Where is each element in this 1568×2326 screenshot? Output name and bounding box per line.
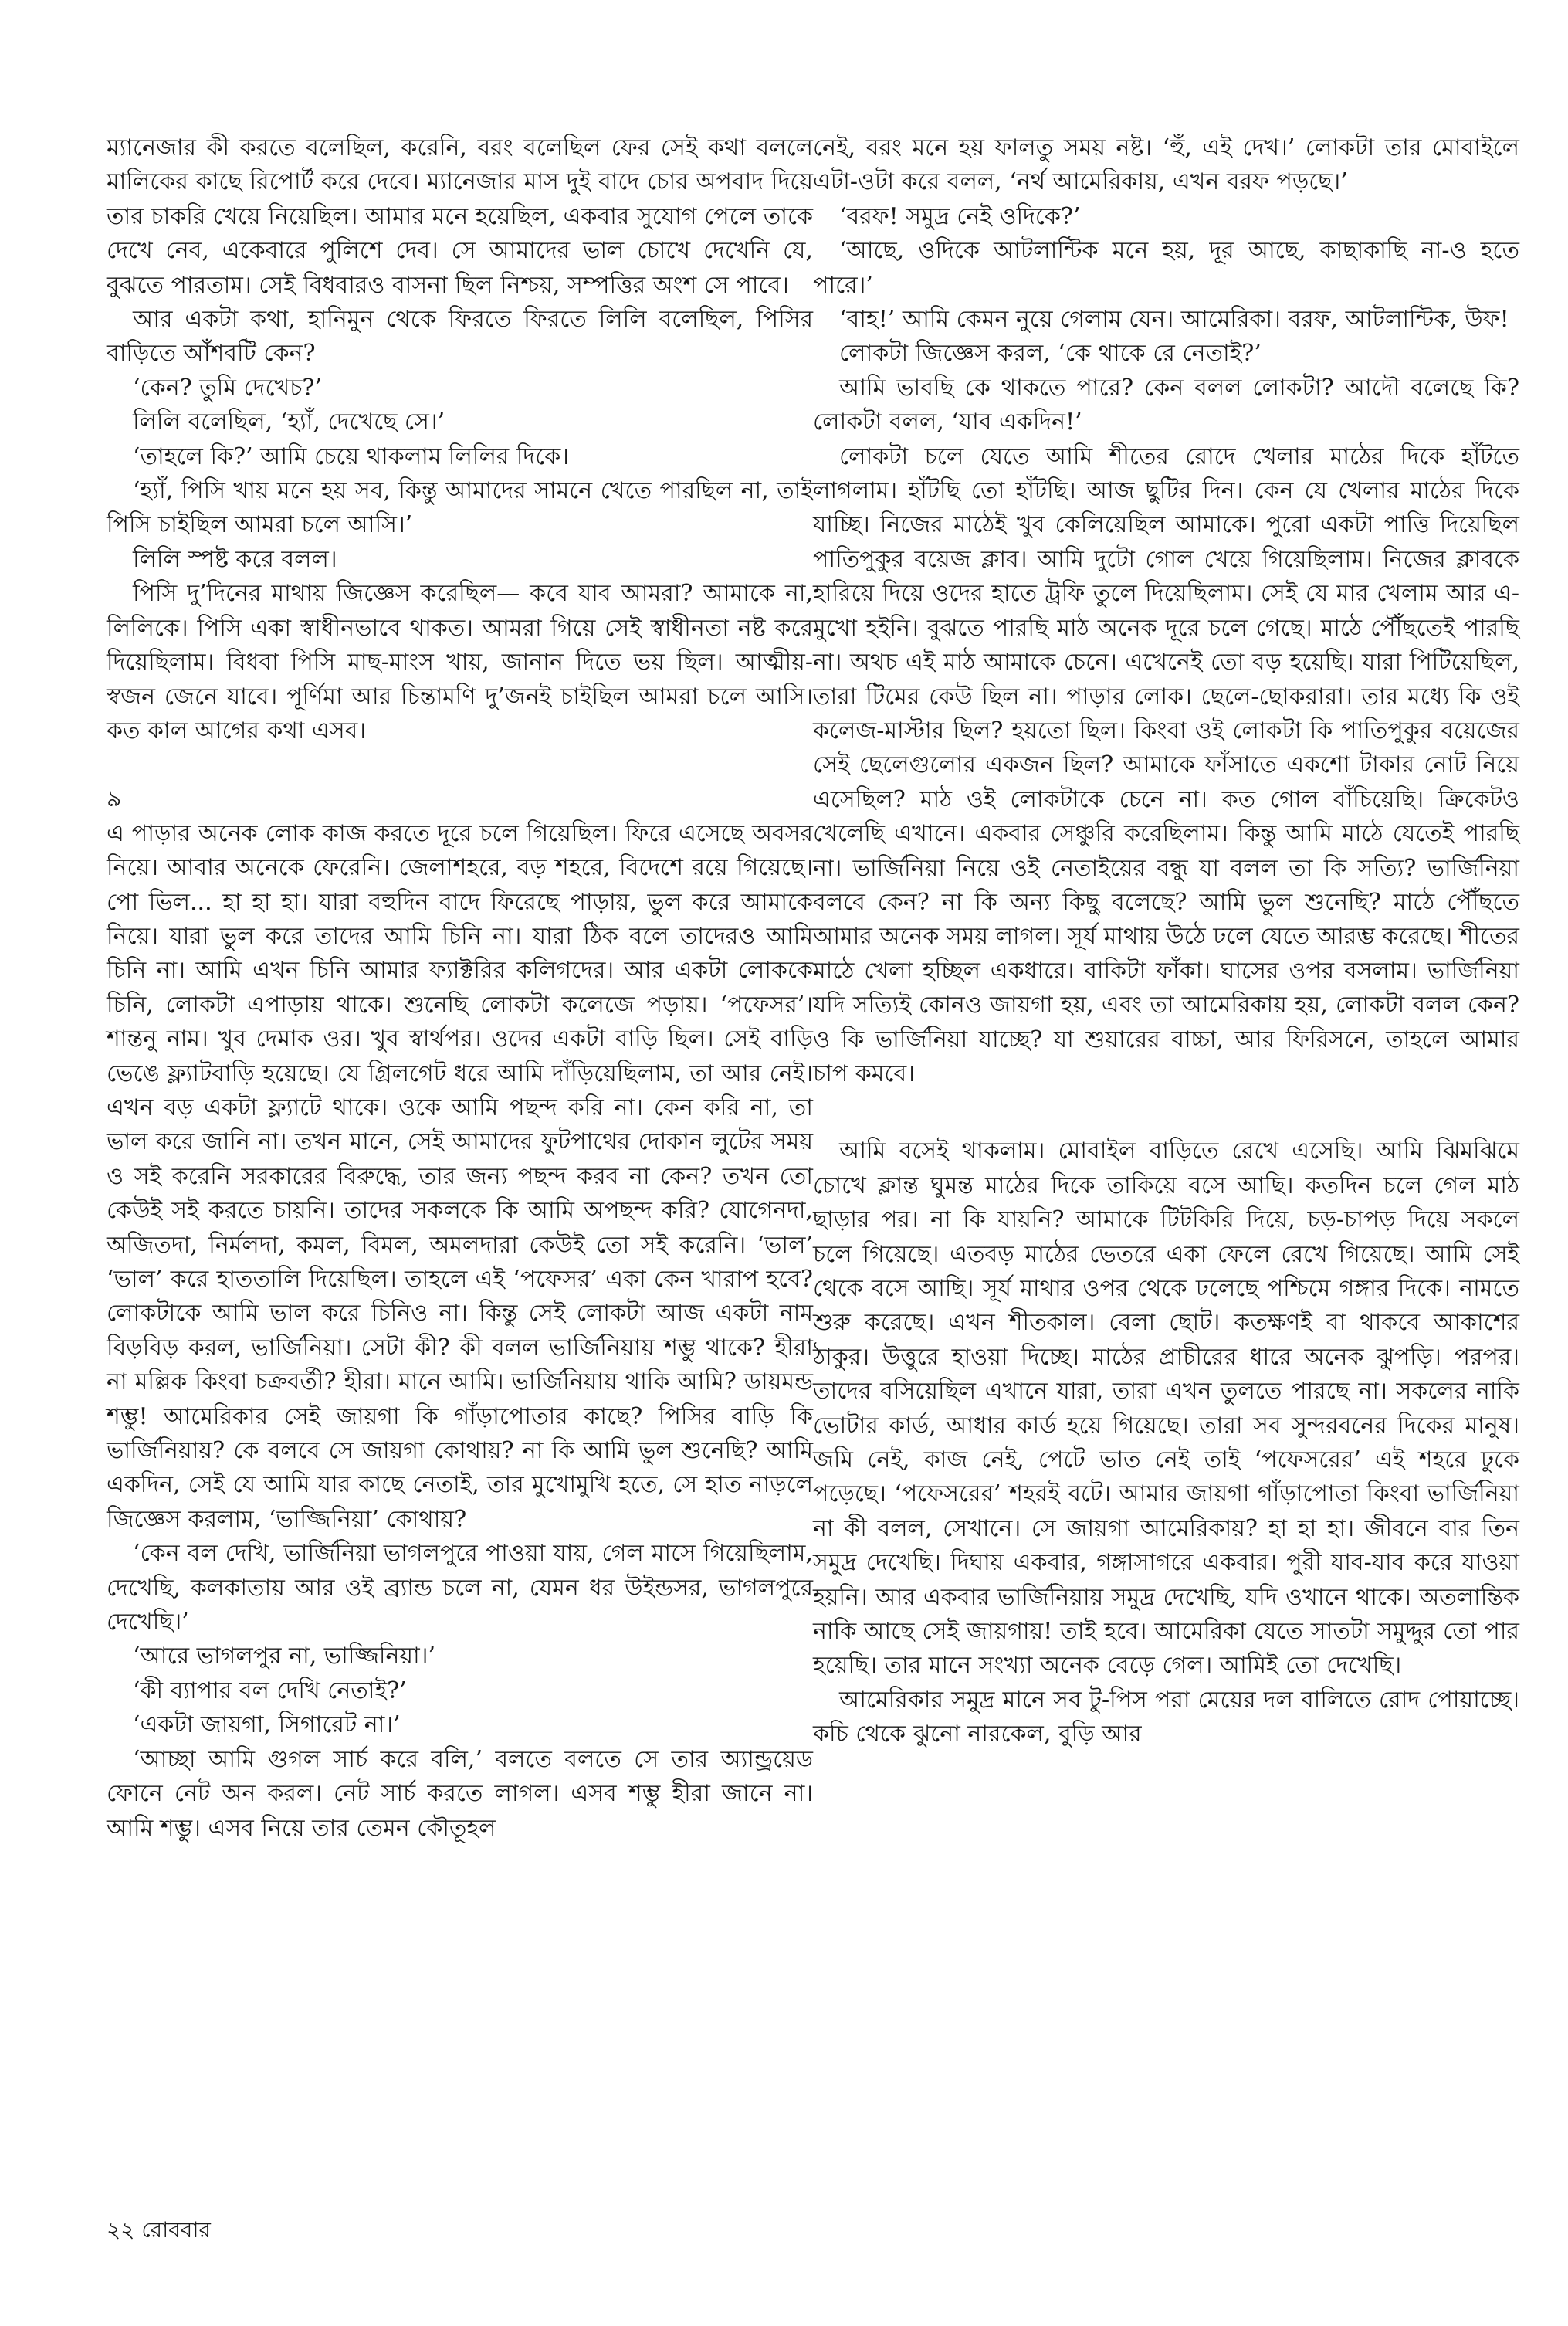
paragraph: আর একটা কথা, হানিমুন থেকে ফিরতে ফিরতে লিলি বলেছিল, পিসির বাড়িতে আঁশবটি কেন? xyxy=(107,306,813,368)
left-text-column xyxy=(107,131,813,1846)
paragraph: নেই, বরং মনে হয় ফালতু সময় নষ্ট। ‘হুঁ, এই দেখ।’ লোকটা তার মোবাইলে এটা-ওটা করে বলল, ‘নর্থ আমেরিকায়, এখন বরফ পড়ছে।’ xyxy=(813,134,1519,196)
paragraph: লিলি বলেছিল, ‘হ্যাঁ, দেখেছে সে।’ xyxy=(133,409,445,436)
paragraph: ‘কেন? তুমি দেখেচ?’ xyxy=(133,374,323,402)
paragraph: ‘হ্যাঁ, পিসি খায় মনে হয় সব, কিন্তু আমাদের সামনে খেতে পারছিল না, তাই পিসি চাইছিল আমরা চলে আসি।’ xyxy=(107,477,813,539)
paragraph: এ পাড়ার অনেক লোক কাজ করতে দূরে চলে গিয়েছিল। ফিরে এসেছে অবসর নিয়ে। আবার অনেকে ফেরেনি। জেলাশহরে, বড় শহরে, বিদেশে রয়ে গিয়েছে। পো ভিল... হা হা হা। যারা বহুদিন বাদে ফিরেছে পাড়ায়, ভুল করে আমাকে নিয়ে। যারা ভুল করে তাদের আমি চিনি না। যারা ঠিক বলে তাদেরও আমি চিনি না। আমি এখন চিনি আমার ফ্যাক্টরির কলিগদের। আর একটা লোককে চিনি, লোকটা এপাড়ায় থাকে। শুনেছি লোকটা কলেজে পড়ায়। ‘পফেসর’। শান্তনু নাম। খুব দেমাক ওর। খুব স্বার্থপর। ওদের একটা বাড়ি ছিল। সেই বাড়ি ভেঙে ফ্ল্যাটবাড়ি হয়েছে। যে গ্রিলগেট ধরে আমি দাঁড়িয়েছিলাম, তা আর নেই। এখন বড় একটা ফ্ল্যাটে থাকে। ওকে আমি পছন্দ করি না। কেন করি না, তা ভাল করে জানি না। তখন মানে, সেই আমাদের ফুটপাথের দোকান লুটের সময় ও সই করেনি সরকারের বিরুদ্ধে, তার জন্য পছন্দ করব না কেন? তখন তো কেউই সই করতে চায়নি। তাদের সকলকে কি আমি অপছন্দ করি? যোগেনদা, অজিতদা, নির্মলদা, কমল, বিমল, অমলদারা কেউই তো সই করেনি। ‘ভাল’ ‘ভাল’ করে হাততালি দিয়েছিল। তাহলে এই ‘পফেসর’ একা কেন খারাপ হবে? লোকটাকে আমি ভাল করে চিনিও না। কিন্তু সেই লোকটা আজ একটা নাম বিড়বিড় করল, ভার্জিনিয়া। সেটা কী? কী বলল ভার্জিনিয়ায় শম্ভু থাকে? হীরা না মল্লিক কিংবা চক্রবর্তী? হীরা। মানে আমি। ভার্জিনিয়ায় থাকি আমি? ডায়মন্ড শম্ভু! আমেরিকার সেই জায়গা কি গাঁড়াপোতার কাছে? পিসির বাড়ি কি ভার্জিনিয়ায়? কে বলবে সে জায়গা কোথায়? না কি আমি ভুল শুনেছি? আমি একদিন, সেই যে আমি যার কাছে নেতাই, তার মুখোমুখি হতে, সে হাত নাড়লে জিজ্ঞেস করলাম, ‘ভাজ্জিনিয়া’ কোথায়? xyxy=(107,819,813,1533)
paragraph: ‘কী ব্যাপার বল দেখি নেতাই?’ xyxy=(133,1677,407,1704)
paragraph: ‘বরফ! সমুদ্র নেই ওদিকে?’ xyxy=(839,202,1081,230)
right-text-column xyxy=(813,131,1519,1752)
paragraph: ‘তাহলে কি?’ আমি চেয়ে থাকলাম লিলির দিকে। xyxy=(133,442,569,470)
paragraph: লোকটা চলে যেতে আমি শীতের রোদে খেলার মাঠের দিকে হাঁটতে লাগলাম। হাঁটছি তো হাঁটছি। আজ ছুটির দিন। কেন যে খেলার মাঠের দিকে যাচ্ছি। নিজের মাঠেই খুব কেলিয়েছিল আমাকে। পুরো একটা পাত্তি দিয়েছিল পাতিপুকুর বয়েজ ক্লাব। আমি দুটো গোল খেয়ে গিয়েছিলাম। নিজের ক্লাবকে হারিয়ে দিয়ে ওদের হাতে ট্রফি তুলে দিয়েছিলাম। সেই যে মার খেলাম আর এ-মুখো হইনি। বুঝতে পারছি মাঠ অনেক দূরে চলে গেছে। মাঠে পৌঁছতেই পারছি না। অথচ এই মাঠ আমাকে চেনে। এখেনেই তো বড় হয়েছি। যারা পিটিয়েছিল, তারা টিমের কেউ ছিল না। পাড়ার লোক। ছেলে-ছোকরারা। তার মধ্যে কি ওই কলেজ-মাস্টার ছিল? হয়তো ছিল। কিংবা ওই লোকটা কি পাতিপুকুর বয়েজের সেই ছেলেগুলোর একজন ছিল? আমাকে ফাঁসাতে একশো টাকার নোট নিয়ে এসেছিল? মাঠ ওই লোকটাকে চেনে না। কত গোল বাঁচিয়েছি। ক্রিকেটও খেলেছি এখানে। একবার সেঞ্চুরি করেছিলাম। কিন্তু আমি মাঠে যেতেই পারছি না। ভার্জিনিয়া নিয়ে ওই নেতাইয়ের বন্ধু যা বলল তা কি সত্যি? ভার্জিনিয়া বলবে কেন? না কি অন্য কিছু বলেছে? আমি ভুল শুনেছি? মাঠে পৌঁছতে আমার অনেক সময় লাগল। সূর্য মাথায় উঠে ঢলে যেতে আরম্ভ করেছে। শীতের মাঠে খেলা হচ্ছিল একধারে। বাকিটা ফাঁকা। ঘাসের ওপর বসলাম। ভার্জিনিয়া যদি সত্যিই কোনও জায়গা হয়, এবং তা আমেরিকায় হয়, লোকটা বলল কেন? ও কি ভার্জিনিয়া যাচ্ছে? যা শুয়ারের বাচ্চা, আর ফিরিসনে, তাহলে আমার চাপ কমবে। xyxy=(813,442,1519,1087)
paragraph: ‘একটা জায়গা, সিগারেট না।’ xyxy=(133,1711,401,1739)
page-number: ২২ xyxy=(107,2217,135,2243)
paragraph: আমি বসেই থাকলাম। মোবাইল বাড়িতে রেখে এসেছি। আমি ঝিমঝিমে চোখে ক্লান্ত ঘুমন্ত মাঠের দিকে তাকিয়ে বসে আছি। কতদিন চলে গেল মাঠ ছাড়ার পর। না কি যায়নি? আমাকে টিটকিরি দিয়ে, চড়-চাপড় দিয়ে সকলে চলে গিয়েছে। এতবড় মাঠের ভেতরে একা ফেলে রেখে গিয়েছে। আমি সেই থেকে বসে আছি। সূর্য মাথার ওপর থেকে ঢলেছে পশ্চিমে গঙ্গার দিকে। নামতে শুরু করেছে। এখন শীতকাল। বেলা ছোট। কতক্ষণই বা থাকবে আকাশের ঠাকুর। উত্তুরে হাওয়া দিচ্ছে। মাঠের প্রাচীরের ধারে অনেক ঝুপড়ি। পরপর। তাদের বসিয়েছিল এখানে যারা, তারা এখন তুলতে পারছে না। সকলের নাকি ভোটার কার্ড, আধার কার্ড হয়ে গিয়েছে। তারা সব সুন্দরবনের দিকের মানুষ। জমি নেই, কাজ নেই, পেটে ভাত নেই তাই ‘পফেসরের’ এই শহরে ঢুকে পড়েছে। ‘পফেসরের’ শহরই বটে। আমার জায়গা গাঁড়াপোতা কিংবা ভার্জিনিয়া না কী বলল, সেখানে। সে জায়গা আমেরিকায়? হা হা হা। জীবনে বার তিন সমুদ্র দেখেছি। দিঘায় একবার, গঙ্গাসাগরে একবার। পুরী যাব-যাব করে যাওয়া হয়নি। আর একবার ভার্জিনিয়ায় সমুদ্র দেখেছি, যদি ওখানে থাকে। অতলান্তিক নাকি আছে সেই জায়গায়! তাই হবে। আমেরিকা যেতে সাতটা সমুদ্দুর তো পার হয়েছি। তার মানে সংখ্যা অনেক বেড়ে গেল। আমিই তো দেখেছি। xyxy=(813,1138,1519,1680)
paragraph: পিসি দু’দিনের মাথায় জিজ্ঞেস করেছিল— কবে যাব আমরা? আমাকে না, লিলিকে। পিসি একা স্বাধীনভাবে থাকত। আমরা গিয়ে সেই স্বাধীনতা নষ্ট করে দিয়েছিলাম। বিধবা পিসি মাছ-মাংস খায়, জানান দিতে ভয় ছিল। আত্মীয়-স্বজন জেনে যাবে। পূর্ণিমা আর চিন্তামণি দু’জনই চাইছিল আমরা চলে আসি। কত কাল আগের কথা এসব। xyxy=(107,580,813,744)
paragraph: ‘আছে, ওদিকে আটলান্টিক মনে হয়, দূর আছে, কাছাকাছি না-ও হতে পারে।’ xyxy=(813,237,1519,299)
paragraph: ‘আরে ভাগলপুর না, ভাজ্জিনিয়া।’ xyxy=(133,1643,436,1670)
paragraph: আমি ভাবছি কে থাকতে পারে? কেন বলল লোকটা? আদৌ বলেছে কি? লোকটা বলল, ‘যাব একদিন!’ xyxy=(813,374,1519,436)
paragraph: লোকটা জিজ্ঞেস করল, ‘কে থাকে রে নেতাই?’ xyxy=(839,340,1262,368)
paragraph: ‘বাহ!’ আমি কেমন নুয়ে গেলাম যেন। আমেরিকা। বরফ, আটলান্টিক, উফ! xyxy=(839,306,1509,334)
paragraph: ম্যানেজার কী করতে বলেছিল, করেনি, বরং বলেছিল ফের সেই কথা বললে মালিকের কাছে রিপোর্ট করে দেবে। ম্যানেজার মাস দুই বাদে চোর অপবাদ দিয়ে তার চাকরি খেয়ে নিয়েছিল। আমার মনে হয়েছিল, একবার সুযোগ পেলে তাকে দেখে নেব, একেবারে পুলিশে দেব। সে আমাদের ভাল চোখে দেখেনি যে, বুঝতে পারতাম। সেই বিধবারও বাসনা ছিল নিশ্চয়, সম্পত্তির অংশ সে পাবে। xyxy=(107,134,813,299)
paragraph: ‘আচ্ছা আমি গুগল সার্চ করে বলি,’ বলতে বলতে সে তার অ্যান্ড্রয়েড ফোনে নেট অন করল। নেট সার্চ করতে লাগল। এসব শম্ভু হীরা জানে না। আমি শম্ভু। এসব নিয়ে তার তেমন কৌতূহল xyxy=(107,1745,813,1842)
page-footer xyxy=(107,2216,211,2244)
magazine-name: রোববার xyxy=(141,2217,211,2243)
paragraph: লিলি স্পষ্ট করে বলল। xyxy=(133,545,337,573)
section-number: ৯ xyxy=(107,785,122,813)
paragraph: ‘কেন বল দেখি, ভার্জিনিয়া ভাগলপুরে পাওয়া যায়, গেল মাসে গিয়েছিলাম, দেখেছি, কলকাতায় আর ওই ব্র্যান্ড চলে না, যেমন ধর উইন্ডসর, ভাগলপুরে দেখেছি।’ xyxy=(107,1540,813,1636)
paragraph: আমেরিকার সমুদ্র মানে সব টু-পিস পরা মেয়ের দল বালিতে রোদ পোয়াচ্ছে। কচি থেকে ঝুনো নারকেল, বুড়ি আর xyxy=(813,1686,1519,1748)
